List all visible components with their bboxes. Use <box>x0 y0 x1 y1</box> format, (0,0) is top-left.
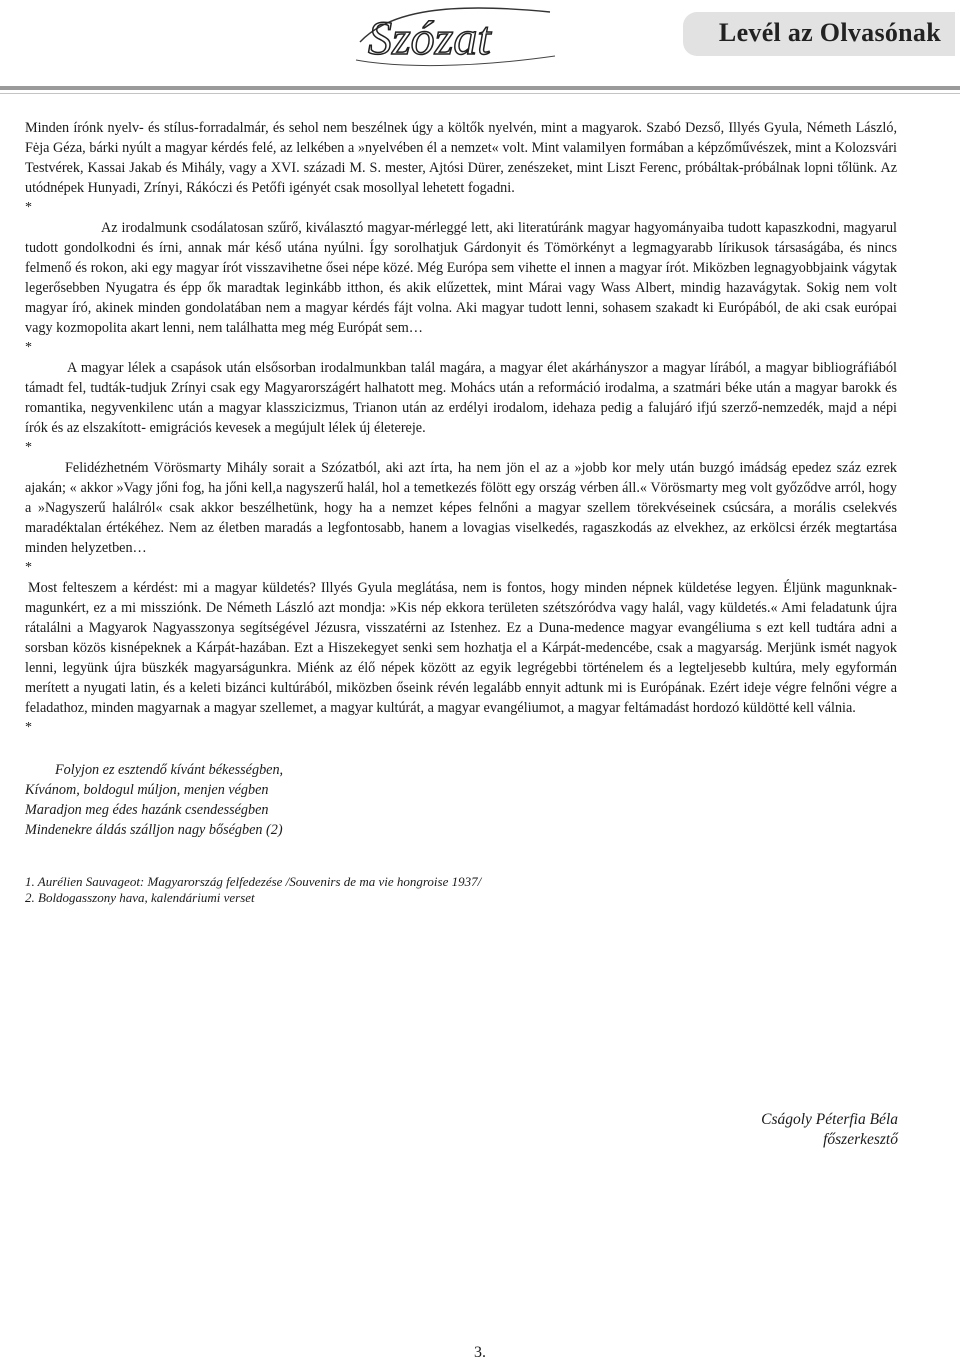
logo-text: Szózat <box>368 12 491 65</box>
article-body <box>25 118 897 906</box>
paragraph: Az irodalmunk csodálatosan szűrő, kiválasztó magyar-mérleggé lett, aki literatúránk magyar hagyományaiba tudott kapaszkodni, magyarul tudott gondolkodni és írni, annak már késő utána nyúlni. Így sorolhatjuk Gárdonyit és Tömörkényt a legmagyarabb lírikusok társaságába, és nincs felmenő és rokon, aki egy magyar írót visszavihetne ősei népe közé. Még Európa sem vihette el innen a magyar írót. Miközben legnagyobbjaink vágytak legerősebben Nyugatra és épp ők maradtak leginkább itthon, és akik elűzettek, mint Márai vagy Wass Albert, mindig hazavágytak. Sokig nem volt magyar író, akinek minden gondolatában nem a magyar kérdés fájt volna. Aki magyar tudott lenni, sohasem szakadt ki Európából, de aki csak európai vagy kozmopolita akart lenni, nem találhatta meg még Európát sem… <box>25 220 897 336</box>
section-title: Levél az Olvasónak <box>718 18 941 47</box>
poem-line: Mindenekre áldás szálljon nagy bőségben (2) <box>25 822 283 838</box>
paragraph: Most felteszem a kérdést: mi a magyar küldetés? Illyés Gyula meglátása, nem is fontos, hogy minden népnek küldetése legyen. Éljünk magunknak- magunkért, ez a mi missziónk. De Németh László azt mondja: »Kis nép ekkora területen szétszóródva vagy halál, vagy küldetés.« Ami feladatunk újra rátalálni a Magyarok Nagyasszonya segítségével Jézusra, visszatérni az Istenhez. Ez a Duna-medence magyar evangéliuma s ezt kell tudtára adni a sorsban közös kisnépeknek a Kárpát-hazában. Ezt a Hiszekegyet senki sem hozhatja el a Kárpát-medencébe, csak a magyarság. Merjünk ismét nagyok lenni, legyünk újra büszkék magyarságunkra. Miénk az élő népek között az egyik legrégebbi történelem és a legteljesebb kultúra, mely egyformán merített a nyugati latin, és a keleti bizánci kultúrából, miközben őseink révén legalább ennyit adtunk mi is Európának. Ezért ideje végre felnőni végre a feladathoz, minden magyarnak a magyar szellemet, a magyar kultúrát, a magyar evangéliumot, a magyar feltámadást hordozó küldötté kell válnia. <box>25 580 897 716</box>
paragraph: A magyar lélek a csapások után elsősorban irodalmunkban talál magára, a magyar élet akárhányszor a magyar lírából, a magyar bibliográfiából támadt fel, tudták-tudjuk Zrínyi csak egy Magyarországért halhatott meg. Mohács után a reformáció irodalma, a szatmári béke után a magyar barokk és romantika, negyvenkilenc után a magyar klasszicizmus, Trianon után az erdélyi irodalom, idehaza pedig a falujáró ifjú szerző-nemzedék, majd a népi írók és az elszakított- emigrációs kevesek a megújult lélek új életereje. <box>25 360 897 436</box>
header-rule <box>0 86 960 90</box>
page-number: 3. <box>474 1344 486 1361</box>
author-role: főszerkesztő <box>823 1131 898 1148</box>
section-separator: * <box>25 720 32 735</box>
author-name: Cságoly Péterfia Béla <box>761 1111 898 1128</box>
header-rule-thin <box>0 93 960 94</box>
section-separator: * <box>25 440 32 455</box>
section-separator: * <box>25 200 32 215</box>
footnote: 2. Boldogasszony hava, kalendáriumi verset <box>25 890 255 905</box>
poem-line: Maradjon meg édes hazánk csendességben <box>25 802 269 818</box>
section-separator: * <box>25 340 32 355</box>
signature <box>761 1110 898 1150</box>
paragraph: Minden írónk nyelv- és stílus-forradalmár, és sehol nem beszélnek úgy a költők nyelvén, mint a magyarok. Szabó Dezső, Illyés Gyula, Németh László, Fėja Géza, bárki nyúlt a magyar kérdés felé, az lelkében a »nyelvében él a nemzet« volt. Mint valamilyen formában a képzőművészek, mint a Kolozsvári Testvérek, Kassai Jakab és Mihály, vagy a XVI. századi M. S. mester, Ajtósi Dürer, zenészeket, mint Liszt Ferenc, próbáltak-próbálnak lopni tőlünk. Az utódnépek Hunyadi, Zrínyi, Rákóczi és Petőfi igényét csak mosollyal lehetett fogadni. <box>25 120 897 196</box>
footnote: 1. Aurélien Sauvageot: Magyarország felfedezése /Souvenirs de ma vie hongroise 1937/ <box>25 874 482 889</box>
szozat-logo <box>350 2 565 74</box>
poem-line: Folyjon ez esztendő kívánt békességben, <box>55 762 284 778</box>
page-header <box>0 0 960 96</box>
section-title-tab <box>683 12 955 56</box>
poem-line: Kívánom, boldogul múljon, menjen végben <box>25 782 269 798</box>
footnotes <box>25 874 897 906</box>
paragraph: Felidézhetném Vörösmarty Mihály sorait a Szózatból, aki azt írta, ha nem jön el az a »jobb kor mely után buzgó imádság epedez száz ezrek ajakán; « akkor »Vagy jőni fog, ha jőni kell,a nagyszerű halál, hol a temetkezés fölött egy ország vérben áll.« Vörösmarty meg volt győződve arról, hogy a »Nagyszerű halálról« csak akkor beszélhetünk, hogy ha a nemzet képes felnőni a magyar szellem törekvéseinek csúcsára, a morális cselekvés maradéktalan értékéhez. Nem az életben maradás a legfontosabb, hanem a lovagias viselkedés, ragaszkodás az elvekhez, az erkölcsi érzék megtartása minden helyzetben… <box>25 460 897 556</box>
section-separator: * <box>25 560 32 575</box>
poem-quote <box>25 760 897 840</box>
